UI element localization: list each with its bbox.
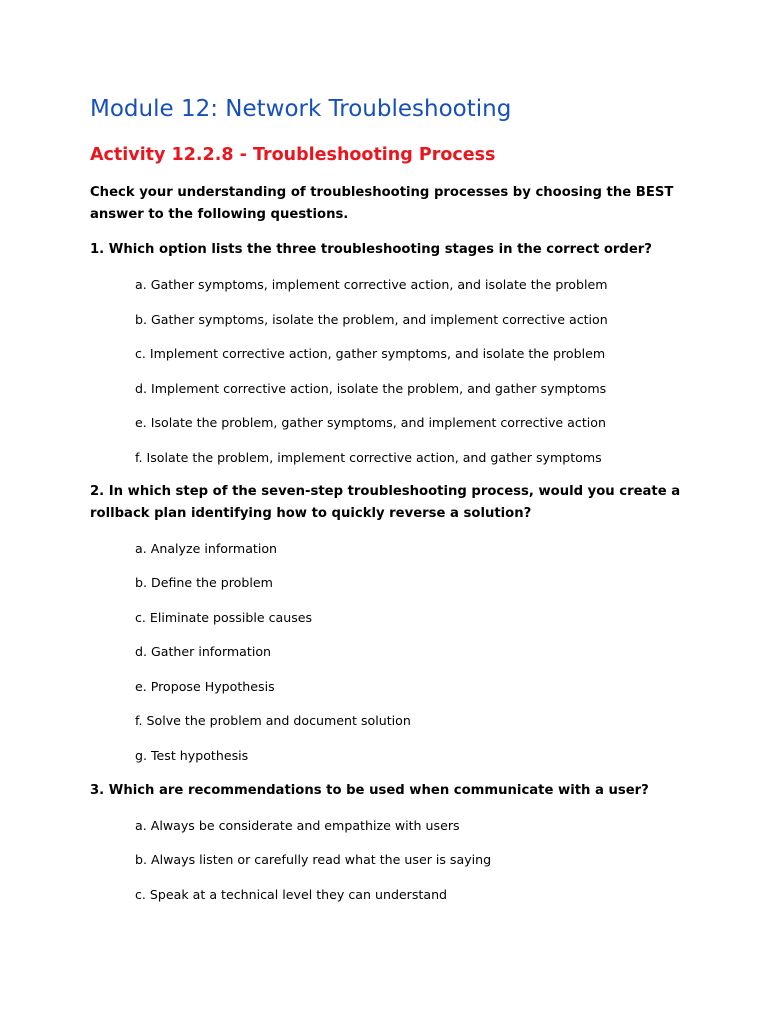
question-1-option-a: a. Gather symptoms, implement corrective action, and isolate the problem [135, 277, 608, 292]
question-3-option-c: c. Speak at a technical level they can understand [135, 887, 448, 902]
question-1-option-d: d. Implement corrective action, isolate the problem, and gather symptoms [135, 381, 607, 396]
question-1-option-f: f. Isolate the problem, implement corrective action, and gather symptoms [135, 450, 602, 465]
question-3: 3. Which are recommendations to be used when communicate with a user? [90, 783, 649, 798]
intro-text: Check your understanding of troubleshooting processes by choosing the BEST answer to the following questions. [90, 185, 674, 222]
question-2: 2. In which step of the seven-step troubleshooting process, would you create a rollback plan identifying how to quickly reverse a solution? [90, 484, 681, 521]
question-2-option-c: c. Eliminate possible causes [135, 610, 313, 625]
question-2-option-g: g. Test hypothesis [135, 748, 249, 763]
question-1-option-e: e. Isolate the problem, gather symptoms, and implement corrective action [135, 415, 606, 430]
question-3-option-b: b. Always listen or carefully read what the user is saying [135, 852, 492, 867]
question-2-option-e: e. Propose Hypothesis [135, 679, 275, 694]
question-2-option-a: a. Analyze information [135, 541, 278, 556]
question-1-option-c: c. Implement corrective action, gather symptoms, and isolate the problem [135, 346, 606, 361]
question-2-option-f: f. Solve the problem and document solution [135, 713, 411, 728]
question-2-option-b: b. Define the problem [135, 575, 273, 590]
question-1: 1. Which option lists the three troubleshooting stages in the correct order? [90, 242, 652, 257]
question-1-option-b: b. Gather symptoms, isolate the problem, and implement corrective action [135, 312, 608, 327]
module-title: Module 12: Network Troubleshooting [90, 96, 512, 122]
question-2-option-d: d. Gather information [135, 644, 272, 659]
question-3-option-a: a. Always be considerate and empathize with users [135, 818, 460, 833]
activity-title: Activity 12.2.8 - Troubleshooting Process [90, 145, 496, 165]
